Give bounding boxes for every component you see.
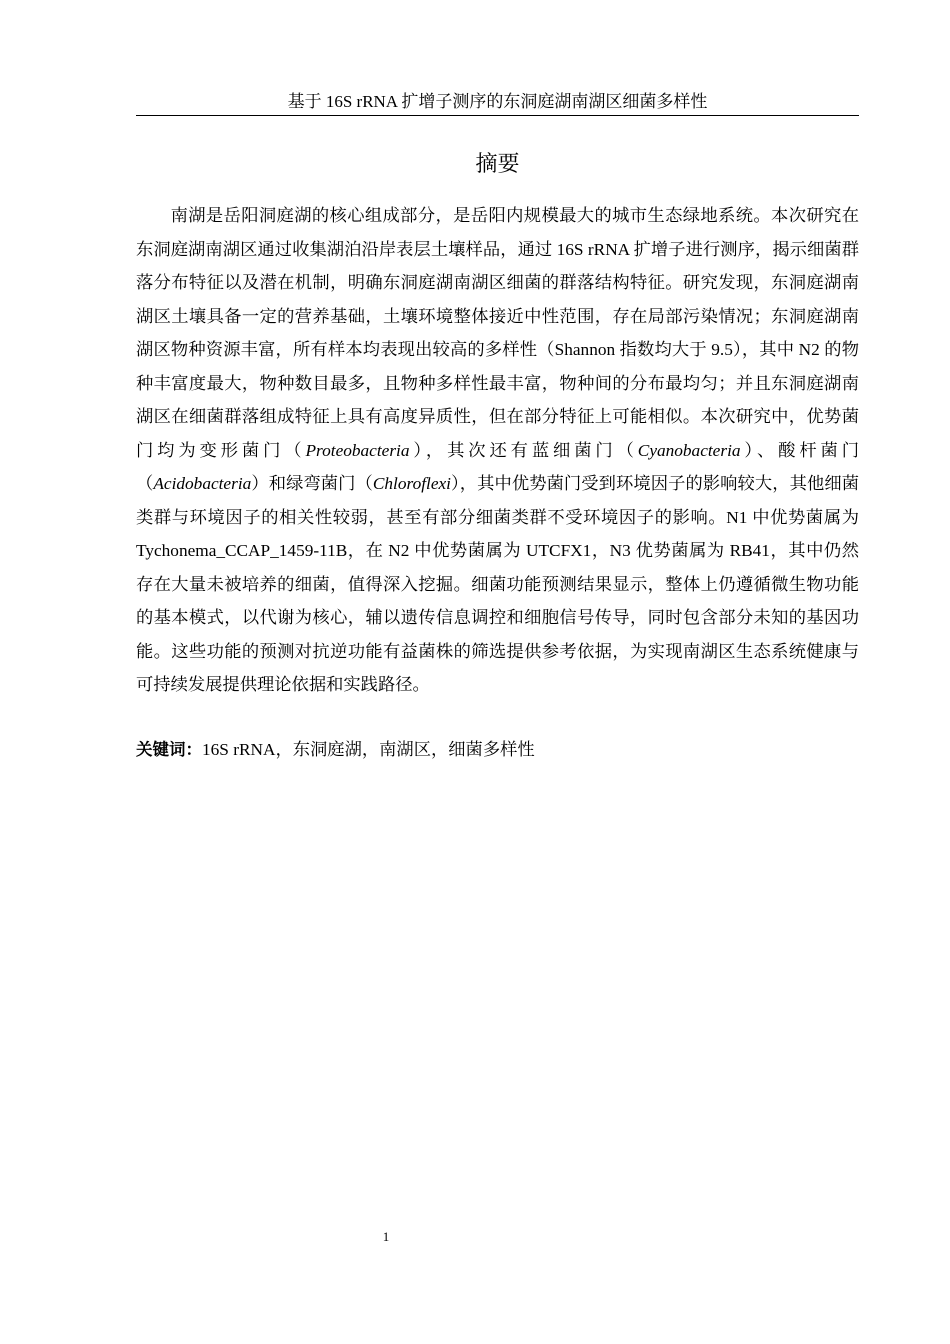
abstract-text-part-1: 南湖是岳阳洞庭湖的核心组成部分，是岳阳内规模最大的城市生态绿地系统。本次研究在东洞庭湖南湖区通过收集湖泊沿岸表层土壤样品，通过 16S rRNA 扩增子进行测序，揭示细菌群落分布特征以及潜在机制，明确东洞庭湖南湖区细菌的群落结构特征。研究发现，东洞庭湖南湖区土壤具备一定的营养基础，土壤环境整体接近中性范围，存在局部污染情况；东洞庭湖南湖区物种资源丰富，所有样本均表现出较高的多样性（Shannon 指数均大于 9.5），其中 N2 的物种丰富度最大，物种数目最多，且物种多样性最丰富，物种间的分布最均匀；并且东洞庭湖南湖区在细菌群落组成特征上具有高度异质性，但在部分特征上可能相似。本次研究中，优势菌门均为变形菌门（ bbox=[136, 206, 859, 460]
page-number: 1 bbox=[382, 1229, 390, 1244]
header-divider bbox=[136, 115, 859, 116]
abstract-title: 摘要 bbox=[475, 152, 520, 177]
keywords-line bbox=[136, 736, 859, 764]
keywords-label: 关键词： bbox=[136, 740, 202, 759]
abstract-text-part-5: ），其中优势菌门受到环境因子的影响较大，其他细菌类群与环境因子的相关性较弱，甚至有部分细菌类群不受环境因子的影响。N1 中优势菌属为 Tychonema_CCAP_1459-11B，在 N2 中优势菌属为 UTCFX1，N3 优势菌属为 RB41，其中仍然存在大量未被培养的细菌，值得深入挖掘。细菌功能预测结果显示，整体上仍遵循微生物功能的基本模式，以代谢为核心，辅以遗传信息调控和细胞信号传导，同时包含部分未知的基因功能。这些功能的预测对抗逆功能有益菌株的筛选提供参考依据，为实现南湖区生态系统健康与可持续发展提供理论依据和实践路径。 bbox=[136, 474, 859, 694]
taxon-cyanobacteria: Cyanobacteria bbox=[637, 440, 741, 460]
abstract-paragraph bbox=[136, 199, 859, 702]
abstract-text-part-4: ）和绿弯菌门（ bbox=[251, 474, 373, 493]
taxon-acidobacteria: Acidobacteria bbox=[153, 474, 252, 493]
taxon-chloroflexi: Chloroflexi bbox=[372, 474, 451, 493]
running-header: 基于 16S rRNA 扩增子测序的东洞庭湖南湖区细菌多样性 bbox=[287, 92, 708, 111]
taxon-proteobacteria: Proteobacteria bbox=[305, 440, 410, 460]
keywords-text: 16S rRNA，东洞庭湖，南湖区，细菌多样性 bbox=[202, 740, 535, 759]
abstract-text-part-2: ），其次还有蓝细菌门（ bbox=[409, 440, 638, 460]
abstract-text-part-3: ）、酸杆菌门（ bbox=[136, 440, 859, 493]
